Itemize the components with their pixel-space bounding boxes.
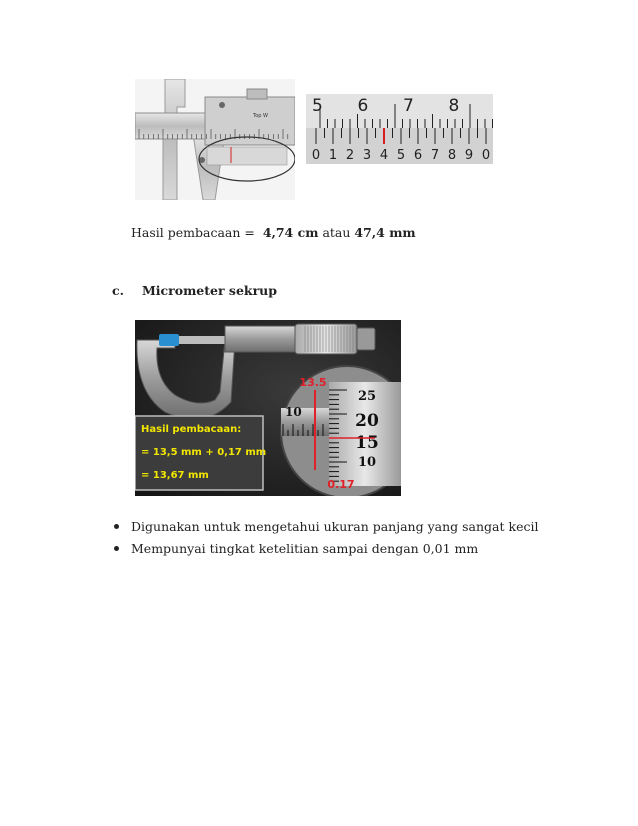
micrometer-image: [135, 320, 401, 496]
thimble-scale-number: 10: [357, 455, 377, 470]
bullet-list: [112, 518, 538, 562]
main-scale-number: 7: [403, 96, 414, 116]
vernier-scale-number: 5: [396, 148, 406, 163]
bullet-icon: [114, 524, 119, 529]
vernier-result-line: [131, 225, 416, 240]
section-title: Micrometer sekrup: [141, 283, 277, 298]
vernier-scale-number: 1: [328, 148, 338, 163]
vernier-scale-number: 6: [413, 148, 423, 163]
thimble-scale-number: 15: [355, 433, 379, 453]
sleeve-reading-label: 13.5: [299, 376, 327, 389]
vernier-scale-number: 2: [345, 148, 355, 163]
result-prefix: Hasil pembacaan =: [131, 225, 255, 240]
thimble-scale-number: 20: [355, 411, 379, 431]
result-connector: atau: [322, 225, 351, 240]
reading-line-2: = 13,67 mm: [141, 470, 209, 481]
main-scale-number: 8: [448, 96, 460, 116]
vernier-scale-number: 8: [447, 148, 457, 163]
vernier-scale-zoom-image: [306, 94, 493, 164]
main-scale-number: 6: [357, 96, 369, 116]
result-cm-value: 4,74 cm: [262, 225, 319, 240]
reading-line-1: = 13,5 mm + 0,17 mm: [141, 447, 267, 458]
vernier-caliper-image: [135, 79, 295, 200]
bullet-text: Digunakan untuk mengetahui ukuran panjang yang sangat kecil: [131, 519, 539, 534]
list-item: [112, 540, 538, 562]
thimble-scale-number: 25: [357, 389, 377, 404]
vernier-scale-number: 0: [311, 148, 321, 163]
section-heading: [112, 283, 277, 298]
result-mm-value: 47,4 mm: [354, 225, 416, 240]
section-marker: c.: [112, 283, 124, 298]
bullet-text: Mempunyai tingkat ketelitian sampai dengan 0,01 mm: [131, 541, 479, 556]
bullet-icon: [114, 546, 119, 551]
vernier-scale-number: 7: [430, 148, 440, 163]
top-w-label: Top W: [253, 113, 268, 119]
main-scale-number: 10: [285, 405, 302, 419]
reading-box-title: Hasil pembacaan:: [141, 424, 242, 435]
main-scale-number: 5: [312, 96, 323, 116]
vernier-scale-number: 9: [464, 148, 474, 163]
vernier-scale-number: 0: [481, 148, 491, 163]
thimble-reading-label: 0.17: [327, 478, 355, 491]
vernier-scale-number: 3: [362, 148, 372, 163]
vernier-scale-number: 4: [379, 148, 389, 163]
list-item: [112, 518, 538, 540]
